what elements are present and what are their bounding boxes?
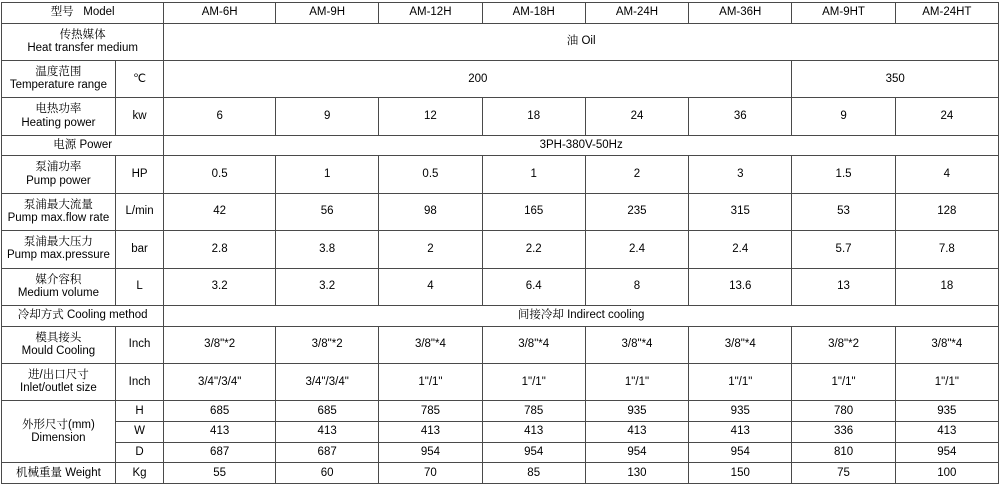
row-label-cn: 泵浦最大流量 [23, 198, 93, 211]
table-cell: 128 [895, 193, 998, 230]
table-cell: 3/8"*4 [895, 326, 998, 363]
table-cell: 42 [164, 193, 276, 230]
row-label-heat-transfer-medium [2, 23, 164, 60]
row-unit: kw [115, 98, 163, 135]
column-header: AM-12H [379, 3, 482, 24]
table-cell: 6 [164, 98, 276, 135]
column-header: AM-9H [276, 3, 379, 24]
table-cell: 2.2 [482, 231, 585, 268]
column-header: AM-9HT [792, 3, 895, 24]
row-label-en: Mould Cooling [21, 344, 96, 357]
header-model-en: Model [83, 6, 115, 19]
table-row [2, 422, 999, 443]
table-cell: 53 [792, 193, 895, 230]
table-cell: 98 [379, 193, 482, 230]
row-label-cn: 泵浦最大压力 [23, 236, 93, 249]
table-cell: 4 [895, 156, 998, 193]
column-header: AM-18H [482, 3, 585, 24]
table-cell: 413 [585, 422, 688, 443]
row-unit: Inch [115, 364, 163, 401]
cell-temperature-range-350: 350 [792, 61, 999, 98]
table-cell: 18 [482, 98, 585, 135]
table-cell: 954 [689, 442, 792, 463]
column-header: AM-36H [689, 3, 792, 24]
table-cell: 3/8"*4 [585, 326, 688, 363]
table-cell: 4 [379, 268, 482, 305]
table-cell: 70 [379, 463, 482, 484]
table-cell: 3 [689, 156, 792, 193]
table-row [2, 401, 999, 422]
table-cell: 3.8 [276, 231, 379, 268]
table-cell: 100 [895, 463, 998, 484]
table-row [2, 156, 999, 193]
table-cell: 2.4 [585, 231, 688, 268]
row-label-cn: 进/出口尺寸 [28, 369, 89, 382]
table-cell: 9 [792, 98, 895, 135]
row-label-en: Temperature range [9, 79, 107, 92]
table-cell: 6.4 [482, 268, 585, 305]
table-cell: 1.5 [792, 156, 895, 193]
row-unit: ℃ [115, 61, 163, 98]
row-label-inlet-outlet-size [2, 364, 116, 401]
table-cell: 9 [276, 98, 379, 135]
table-cell: 685 [164, 401, 276, 422]
cell-cooling-method: 间接冷却 Indirect cooling [164, 306, 999, 327]
row-unit: D [115, 442, 163, 463]
row-label-cn: 温度范围 [35, 66, 82, 78]
row-label-en: Heat transfer medium [27, 41, 138, 54]
table-cell: 3/8"*4 [689, 326, 792, 363]
row-label-en: Inlet/outlet size [20, 382, 97, 395]
table-cell: 55 [164, 463, 276, 484]
table-cell: 235 [585, 193, 688, 230]
table-cell: 413 [482, 422, 585, 443]
row-unit: bar [115, 231, 163, 268]
table-cell: 3/4"/3/4" [164, 364, 276, 401]
table-cell: 687 [164, 442, 276, 463]
table-cell: 1"/1" [482, 364, 585, 401]
table-cell: 13 [792, 268, 895, 305]
row-label-cn: 媒介容积 [35, 273, 82, 286]
row-label-cn: 电热功率 [35, 103, 82, 116]
row-label-temperature-range [2, 61, 116, 98]
row-label-cn: 模具接头 [35, 331, 82, 344]
table-row [2, 364, 999, 401]
row-label-pump-max-pressure [2, 231, 116, 268]
table-cell: 8 [585, 268, 688, 305]
table-cell: 935 [895, 401, 998, 422]
table-row [2, 23, 999, 60]
table-cell: 3.2 [276, 268, 379, 305]
cell-temperature-range-200: 200 [164, 61, 792, 98]
table-cell: 1"/1" [895, 364, 998, 401]
table-cell: 1"/1" [379, 364, 482, 401]
table-cell: 0.5 [164, 156, 276, 193]
table-cell: 687 [276, 442, 379, 463]
table-cell: 1"/1" [792, 364, 895, 401]
table-cell: 3/8"*4 [379, 326, 482, 363]
table-cell: 413 [689, 422, 792, 443]
table-cell: 810 [792, 442, 895, 463]
table-cell: 780 [792, 401, 895, 422]
specification-table [1, 2, 999, 484]
table-cell: 5.7 [792, 231, 895, 268]
table-cell: 85 [482, 463, 585, 484]
row-label-mould-cooling [2, 326, 116, 363]
table-cell: 7.8 [895, 231, 998, 268]
table-cell: 413 [379, 422, 482, 443]
row-label-en: Medium volume [17, 286, 99, 299]
table-cell: 3/8"*2 [276, 326, 379, 363]
table-cell: 954 [379, 442, 482, 463]
column-header: AM-24HT [895, 3, 998, 24]
table-cell: 13.6 [689, 268, 792, 305]
table-row [2, 326, 999, 363]
table-cell: 2.8 [164, 231, 276, 268]
header-model-label [2, 3, 164, 24]
table-cell: 3/8"*2 [164, 326, 276, 363]
row-unit: HP [115, 156, 163, 193]
table-cell: 413 [895, 422, 998, 443]
table-cell: 1 [276, 156, 379, 193]
row-unit: W [115, 422, 163, 443]
table-cell: 935 [689, 401, 792, 422]
table-cell: 3.2 [164, 268, 276, 305]
row-label-heating-power [2, 98, 116, 135]
table-cell: 165 [482, 193, 585, 230]
table-row [2, 135, 999, 156]
table-cell: 56 [276, 193, 379, 230]
table-cell: 0.5 [379, 156, 482, 193]
table-cell: 2 [379, 231, 482, 268]
row-label-medium-volume [2, 268, 116, 305]
row-label-en: Heating power [21, 116, 96, 129]
table-cell: 3/8"*4 [482, 326, 585, 363]
table-cell: 954 [585, 442, 688, 463]
column-header: AM-24H [585, 3, 688, 24]
table-cell: 954 [895, 442, 998, 463]
row-label-weight: 机械重量 Weight [2, 463, 116, 484]
column-header: AM-6H [164, 3, 276, 24]
row-label-cn: 传热媒体 [59, 28, 106, 41]
table-cell: 3/4"/3/4" [276, 364, 379, 401]
row-unit: L [115, 268, 163, 305]
table-cell: 24 [585, 98, 688, 135]
table-row [2, 268, 999, 305]
row-unit: Kg [115, 463, 163, 484]
table-cell: 785 [482, 401, 585, 422]
cell-heat-transfer-medium: 油 Oil [164, 23, 999, 60]
row-label-cooling-method: 冷却方式 Cooling method [2, 306, 164, 327]
table-cell: 3/8"*2 [792, 326, 895, 363]
table-row [2, 306, 999, 327]
table-row [2, 193, 999, 230]
table-cell: 18 [895, 268, 998, 305]
row-label-cn: 外形尺寸(mm) [21, 418, 95, 431]
table-cell: 36 [689, 98, 792, 135]
row-label-en: Pump max.pressure [6, 249, 110, 262]
table-cell: 12 [379, 98, 482, 135]
table-cell: 785 [379, 401, 482, 422]
row-label-pump-power [2, 156, 116, 193]
table-row [2, 442, 999, 463]
row-label-en: Pump max.flow rate [7, 212, 110, 225]
row-label-power: 电源 Power [2, 135, 164, 156]
table-cell: 315 [689, 193, 792, 230]
table-cell: 24 [895, 98, 998, 135]
table-cell: 1 [482, 156, 585, 193]
row-unit: Inch [115, 326, 163, 363]
table-cell: 150 [689, 463, 792, 484]
row-unit: L/min [115, 193, 163, 230]
row-label-dimension [2, 401, 116, 463]
table-cell: 685 [276, 401, 379, 422]
table-row [2, 61, 999, 98]
table-cell: 1"/1" [689, 364, 792, 401]
table-cell: 75 [792, 463, 895, 484]
table-cell: 413 [276, 422, 379, 443]
header-model-cn: 型号 [50, 6, 74, 19]
row-label-pump-max-flow-rate [2, 193, 116, 230]
table-cell: 130 [585, 463, 688, 484]
row-label-en: Pump power [26, 174, 91, 187]
table-cell: 1"/1" [585, 364, 688, 401]
table-cell: 336 [792, 422, 895, 443]
table-cell: 413 [164, 422, 276, 443]
table-cell: 2 [585, 156, 688, 193]
table-cell: 935 [585, 401, 688, 422]
row-unit: H [115, 401, 163, 422]
cell-power: 3PH-380V-50Hz [164, 135, 999, 156]
table-cell: 954 [482, 442, 585, 463]
table-cell: 60 [276, 463, 379, 484]
table-row [2, 463, 999, 484]
table-row [2, 231, 999, 268]
table-header-row [2, 3, 999, 24]
table-row [2, 98, 999, 135]
table-cell: 2.4 [689, 231, 792, 268]
row-label-cn: 泵浦功率 [35, 161, 82, 174]
row-label-en: Dimension [31, 431, 86, 444]
